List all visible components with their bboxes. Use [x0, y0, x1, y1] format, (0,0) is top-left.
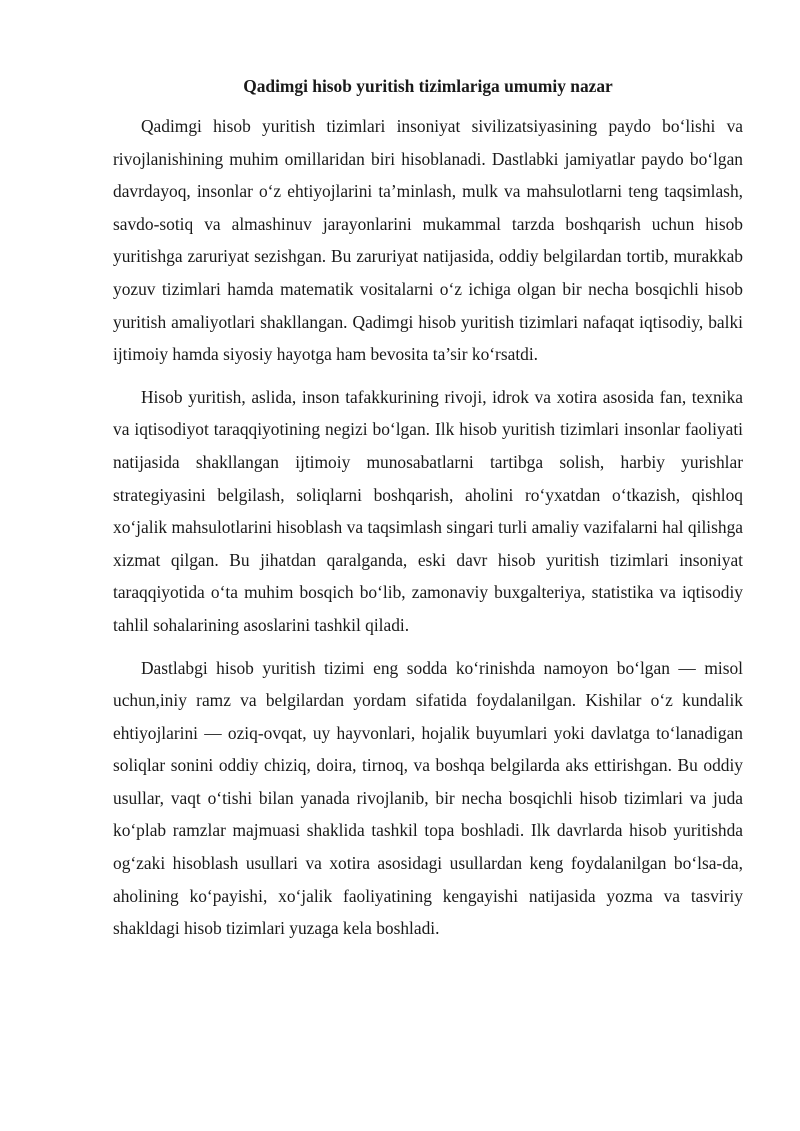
- document-title: Qadimgi hisob yuritish tizimlariga umumiy nazar: [243, 76, 613, 96]
- document-body: [113, 73, 743, 955]
- paragraph-2: Hisob yuritish, aslida, inson tafakkurining rivoji, idrok va xotira asosida fan, texnika va iqtisodiyot taraqqiyotining negizi bo‘lgan. Ilk hisob yuritish tizimlari insonlar faoliyati natijasida shakllangan ijtimoiy munosabatlarni tartibga solish, harbiy yurishlar strategiyasini belgilash, soliqlarni boshqarish, aholini ro‘yxatdan o‘tkazish, qishloq xo‘jalik mahsulotlarini hisoblash va taqsimlash singari turli amaliy vazifalarni hal qilishga xizmat qilgan. Bu jihatdan qaralganda, eski davr hisob yuritish tizimlari insoniyat taraqqiyotida o‘ta muhim bosqich bo‘lib, zamonaviy buxgalteriya, statistika va iqtisodiy tahlil sohalarining asoslarini tashkil qiladi.: [113, 386, 743, 635]
- paragraph-1: Qadimgi hisob yuritish tizimlari insoniyat sivilizatsiyasining paydo bo‘lishi va rivojlanishining muhim omillaridan biri hisoblanadi. Dastlabki jamiyatlar paydo bo‘lgan davrdayoq, insonlar o‘z ehtiyojlarini ta’minlash, mulk va mahsulotlarni teng taqsimlash, savdo-sotiq va almashinuv jarayonlarini mukammal tarzda boshqarish uchun hisob yuritishga zaruriyat sezishgan. Bu zaruriyat natijasida, oddiy belgilardan tortib, murakkab yozuv tizimlari hamda matematik vositalarni o‘z ichiga olgan bir necha bosqichli hisob yuritish amaliyotlari shakllangan. Qadimgi hisob yuritish tizimlari nafaqat iqtisodiy, balki ijtimoiy hamda siyosiy hayotga ham bevosita ta’sir ko‘rsatdi.: [113, 116, 743, 365]
- paragraph-3: Dastlabgi hisob yuritish tizimi eng sodda ko‘rinishda namoyon bo‘lgan — misol uchun,iniy ramz va belgilardan yordam sifatida foydalanilgan. Kishilar o‘z kundalik ehtiyojlarini — oziq-ovqat, uy hayvonlari, hojalik buyumlari yoki davlatga to‘lanadigan soliqlar sonini oddiy chiziq, doira, tirnoq, va boshqa belgilarda aks ettirishgan. Bu oddiy usullar, vaqt o‘tishi bilan yanada rivojlanib, bir necha bosqichli hisob tizimlari va juda ko‘plab ramzlar majmuasi shaklida tashkil topa boshladi. Ilk davrlarda hisob yuritishda og‘zaki hisoblash usullari va xotira asosidagi usullardan keng foydalanilgan bo‘lsa-da, aholining ko‘payishi, xo‘jalik faoliyatining kengayishi natijasida yozma va tasviriy shakldagi hisob tizimlari yuzaga kela boshladi.: [113, 657, 743, 939]
